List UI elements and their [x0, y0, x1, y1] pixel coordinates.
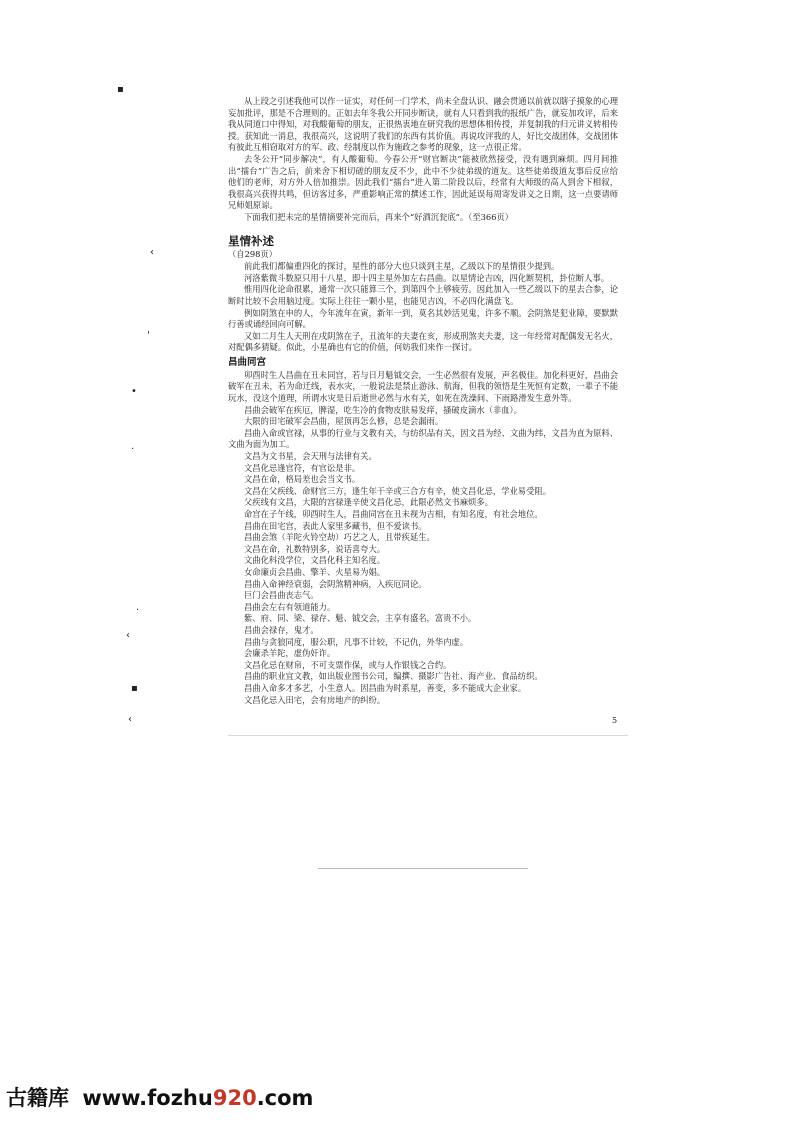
margin-mark: ▪ [117, 84, 124, 95]
list-line: 命宫在子午线，卯酉时生人，昌曲同宫在丑未视为吉相，有知名度，有社会地位。 [244, 509, 543, 519]
list-line: 昌曲在田宅宫，表此人家里多藏书，但不爱读书。 [244, 520, 427, 531]
list-line: 昌曲会禄存，鬼才。 [244, 624, 319, 635]
margin-mark: ▪ [131, 683, 138, 694]
list-line: 昌曲的职业宜文教，如出版业图书公司，编撰、摄影广告社、海产业、食品纺织。 [244, 671, 543, 682]
paragraph: 去冬公开“同步解决”，有人酸葡萄。今春公开“财官断决”能被欣然接受，没有遇到麻烦。四月间推出“擂台”广告之后，前来舍下相切磋的朋友反不少，此中不少徒弟级的道友。这些徒弟级道友事后反应给他们的老师，对方外人倍加推崇。因此我们“擂台”进入第二阶段以后，经常有大师级的高人到舍下相叙，我很高兴获得共鸣，但访客过多，严重影响正常的撰述工作，因此延误每周寄发讲义之日期，这一点要请师兄师姐原谅。 [228, 153, 618, 211]
paragraph: 大限的田宅破军会昌曲，屋顶再怎么修，总是会漏雨。 [244, 416, 444, 427]
list-line: 紫、府、同、梁、禄存、魁、钺交会，主享有盛名，富贵不小。 [244, 613, 477, 624]
list-line: 文昌在父疾线、命财官三方，逢生年干辛或三合方有辛，使文昌化忌，学业易受阻。 [244, 485, 551, 496]
margin-mark: ‹ [128, 714, 132, 725]
margin-mark: ‹ [126, 630, 130, 641]
list-line: 昌曲入命多才多艺，小生意人。因昌曲为时系星，善变，多不能成大企业家。 [244, 682, 527, 693]
margin-mark: ‹ [150, 247, 154, 258]
paragraph: 昌曲会破军在疾厄，脾湿，吃生冷的食物皮肤易发痒，搔破皮滴水（非血）。 [244, 404, 522, 415]
list-line: 文昌在命，礼数特别多，说话喜夸大。 [244, 543, 386, 554]
list-line: 昌曲入命神经衰弱，会阴煞精神病，入疾厄同论。 [244, 578, 427, 589]
paragraph: 下面我们把未完的星情摘要补完而后，再来个“好酒沉瓮底”。（至366页） [244, 211, 514, 222]
list-line: 父疾线有文昌，大限的宫禄逢辛使文昌化忌，此限必然文书麻烦多。 [244, 497, 493, 508]
paragraph: 昌曲入命或官禄，从事的行业与文教有关，与纺织品有关，因文昌为经、文曲为纬，文昌为直为原料、文曲为面为加工。 [228, 427, 618, 450]
list-line: 女命廉贞会昌曲、擎羊、火星易为娼。 [244, 566, 386, 577]
list-line: 巨门会昌曲丧志气。 [244, 590, 319, 601]
paragraph: 又如二月生人天刑在戌阴煞在子，丑流年的夫妻在亥，形成刑煞夹夫妻，这一年经常对配偶发无名火，对配偶多猜疑。似此，小星确也有它的价值，何妨我们来作一探讨。 [228, 330, 618, 353]
site-url-prefix: www.fozhu [82, 1086, 213, 1110]
paragraph: 前此我们都偏重四化的探讨，星性的部分大也只谈到主星，乙级以下的星情很少提到。 [244, 261, 560, 272]
site-name: 古籍库 [6, 1086, 69, 1110]
list-line: 昌曲会煞（羊陀火铃空劫）巧艺之人，且带疾延生。 [244, 532, 435, 543]
margin-mark: ' [147, 330, 150, 341]
margin-mark: • [131, 386, 137, 397]
paragraph: 惟用四化论命很累，通常一次只能算三个，到第四个上够疲劳。因此加入一些乙级以下的星去合参，论断时比较不会用脑过度。实际上往往一颗小星，也能见吉凶，不必四化满盘飞。 [228, 284, 618, 306]
paragraph: 卯酉时生人昌曲在丑未同宫，若与日月魁钺交会，一生必然很有发展，声名极佳。加化科更好，昌曲会破军在丑未，若为命迁线，表水灾，一般说法是禁止游泳、航海，但我的领悟是生死恒有定数，一辈子不能玩水，没这个道理，所谓水灾是日后逝世必然与水有关，如死在洗澡间、下雨路滑发生意外等。 [228, 369, 618, 404]
site-watermark [6, 1083, 313, 1123]
list-line: 文昌化忌逢官符，有官讼是非。 [244, 462, 361, 473]
list-line: 文昌为文书星，会天刑与法律有关。 [244, 451, 377, 462]
section-reference: （自298页） [228, 248, 278, 259]
list-line: 文昌在命，格局差也会当文书。 [244, 474, 361, 485]
list-line: 昌曲与贪狼同度，服公职，凡事不计较，不记仇，外华内虚。 [244, 636, 469, 647]
site-url-digits: 920 [212, 1086, 257, 1110]
paragraph: 例如阴煞在申的人，今年流年在寅，新年一到，莫名其妙活见鬼，许多不顺。会阴煞是犯业障，要默默行善或诵经回向可解。 [228, 307, 618, 330]
page-number: 5 [612, 716, 618, 725]
divider [318, 868, 528, 869]
margin-mark: · [136, 605, 140, 616]
paragraph: 河洛紫微斗数原只用十八星，即十四主星外加左右昌曲。以星情论吉凶，四化断契机，卦位断人事。 [244, 272, 610, 283]
body-text [228, 96, 618, 706]
paragraph: 从上段之引述我他可以作一证实，对任何一门学术，尚未全盘认识、融会贯通以前就以瞎子摸象的心理妄加批评，那是不合理则的。正如去年冬我公开同步断诀，就有人只看到我的报纸广告，就妄加攻评，后来我从同道口中得知，对我酸葡萄的朋友，正很热衷地在研究我的思想体相传授，并复制我的归元讲义转相传授。获知此一消息，我很高兴，这说明了我们的东西有其价值。再说攻评我的人，好比交战团体，交战团体有彼此互相窃取对方的军、政、经制度以作为施政之参考的现象，这一点很正常。 [228, 96, 618, 153]
list-line: 文昌化忌入田宅，会有房地产的纠纷。 [244, 694, 386, 705]
site-url-suffix: .com [256, 1086, 314, 1110]
list-line: 昌曲会左右有领道能力。 [244, 601, 336, 612]
subsection-title: 昌曲同宫 [228, 356, 267, 368]
section-title: 星情补述 [228, 233, 274, 248]
margin-mark: · [131, 444, 135, 455]
list-line: 文曲化科没学位，文昌化科主知名度。 [244, 555, 386, 566]
divider [228, 735, 628, 736]
list-line: 会廉杀羊陀，虚伪奸诈。 [244, 648, 336, 659]
list-line: 文昌化忌在财帛，不可支票作保，或与人作银钱之合约。 [244, 659, 452, 670]
